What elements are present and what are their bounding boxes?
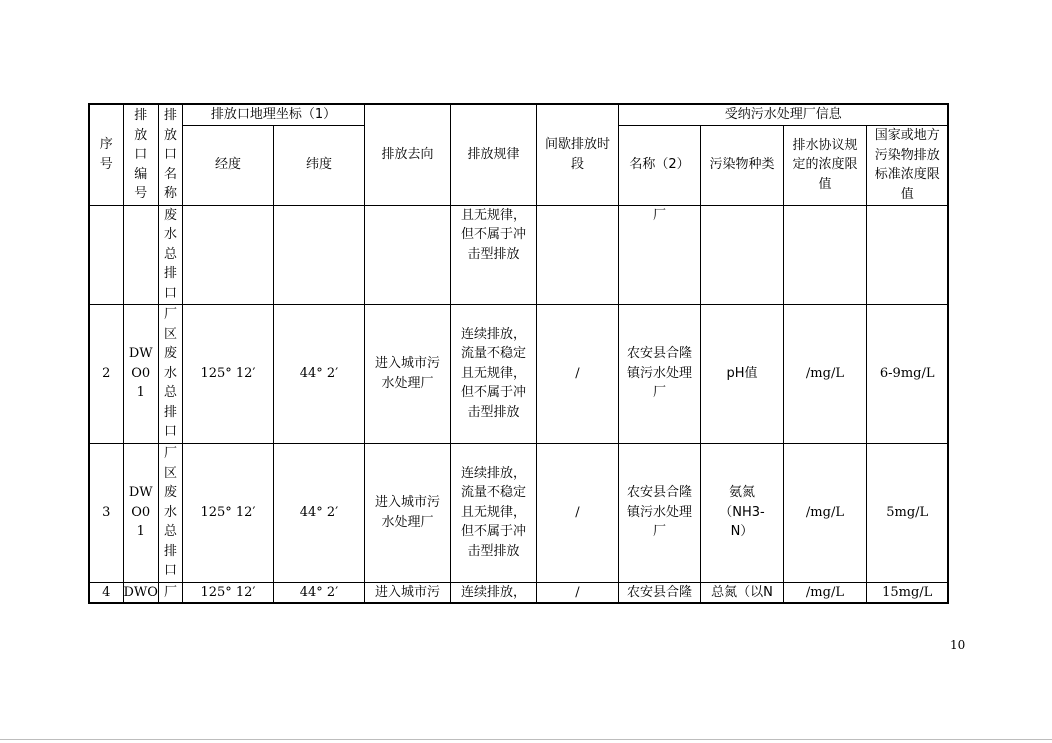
cell-latitude: 44° 2′: [273, 304, 364, 443]
cell-seq: 3: [89, 443, 123, 582]
header-intermittent: 间歇排放时段: [536, 104, 618, 205]
cell-direction: 进入城市污水处理厂: [364, 443, 450, 582]
cell-agreement-limit: /mg/L: [783, 443, 866, 582]
cell-pollutant: [700, 205, 783, 304]
cell-intermittent: [536, 205, 618, 304]
cell-plant-name: 农安县合隆: [618, 582, 700, 603]
cell-outlet-id: DWO01: [123, 304, 158, 443]
cell-pollutant: 氨氮（NH3-N）: [700, 443, 783, 582]
cell-longitude: [182, 205, 273, 304]
cell-pattern: 连续排放，: [450, 582, 536, 603]
page-number: 10: [950, 638, 966, 652]
cell-pattern: 且无规律，但不属于冲击型排放: [450, 205, 536, 304]
cell-pollutant: 总氮（以N: [700, 582, 783, 603]
cell-outlet-name: 厂区废水总排口: [158, 304, 182, 443]
header-coords-group: 排放口地理坐标（1）: [182, 104, 364, 125]
cell-pattern: 连续排放，流量不稳定且无规律，但不属于冲击型排放: [450, 304, 536, 443]
cell-latitude: 44° 2′: [273, 443, 364, 582]
header-direction: 排放去向: [364, 104, 450, 205]
cell-outlet-name: 厂: [158, 582, 182, 603]
cell-standard-limit: 15mg/L: [866, 582, 948, 603]
header-pollutant: 污染物种类: [700, 125, 783, 205]
cell-direction: 进入城市污: [364, 582, 450, 603]
header-outlet-id: 排放口编号: [123, 104, 158, 205]
discharge-outlet-table: [88, 103, 949, 604]
cell-agreement-limit: /mg/L: [783, 304, 866, 443]
cell-outlet-name: 废水总排口: [158, 205, 182, 304]
cell-longitude: 125° 12′: [182, 304, 273, 443]
header-latitude: 纬度: [273, 125, 364, 205]
cell-standard-limit: [866, 205, 948, 304]
cell-standard-limit: 5mg/L: [866, 443, 948, 582]
cell-intermittent: /: [536, 443, 618, 582]
cell-direction: 进入城市污水处理厂: [364, 304, 450, 443]
cell-plant-name: 农安县合隆镇污水处理厂: [618, 304, 700, 443]
cell-longitude: 125° 12′: [182, 582, 273, 603]
cell-outlet-name: 厂区废水总排口: [158, 443, 182, 582]
cell-intermittent: /: [536, 582, 618, 603]
header-outlet-name: 排放口名称: [158, 104, 182, 205]
cell-latitude: 44° 2′: [273, 582, 364, 603]
cell-seq: [89, 205, 123, 304]
header-pattern: 排放规律: [450, 104, 536, 205]
header-plant-name: 名称（2）: [618, 125, 700, 205]
cell-outlet-id: [123, 205, 158, 304]
cell-seq: 4: [89, 582, 123, 603]
cell-outlet-id: DWO01: [123, 443, 158, 582]
cell-intermittent: /: [536, 304, 618, 443]
cell-longitude: 125° 12′: [182, 443, 273, 582]
cell-standard-limit: 6-9mg/L: [866, 304, 948, 443]
cell-agreement-limit: [783, 205, 866, 304]
cell-pollutant: pH值: [700, 304, 783, 443]
table-row: [89, 205, 948, 304]
header-seq: 序号: [89, 104, 123, 205]
cell-direction: [364, 205, 450, 304]
table-row: [89, 304, 948, 443]
cell-pattern: 连续排放，流量不稳定且无规律，但不属于冲击型排放: [450, 443, 536, 582]
header-row-1: [89, 104, 948, 125]
cell-agreement-limit: /mg/L: [783, 582, 866, 603]
header-longitude: 经度: [182, 125, 273, 205]
page-bottom-border: [0, 739, 1052, 740]
cell-plant-name: 厂: [618, 205, 700, 304]
cell-plant-name: 农安县合隆镇污水处理厂: [618, 443, 700, 582]
cell-latitude: [273, 205, 364, 304]
header-plant-group: 受纳污水处理厂信息: [618, 104, 948, 125]
cell-seq: 2: [89, 304, 123, 443]
cell-outlet-id: DWO: [123, 582, 158, 603]
table-row: [89, 582, 948, 603]
header-standard-limit: 国家或地方污染物排放标准浓度限值: [866, 125, 948, 205]
table-row: [89, 443, 948, 582]
header-agreement-limit: 排水协议规定的浓度限值: [783, 125, 866, 205]
